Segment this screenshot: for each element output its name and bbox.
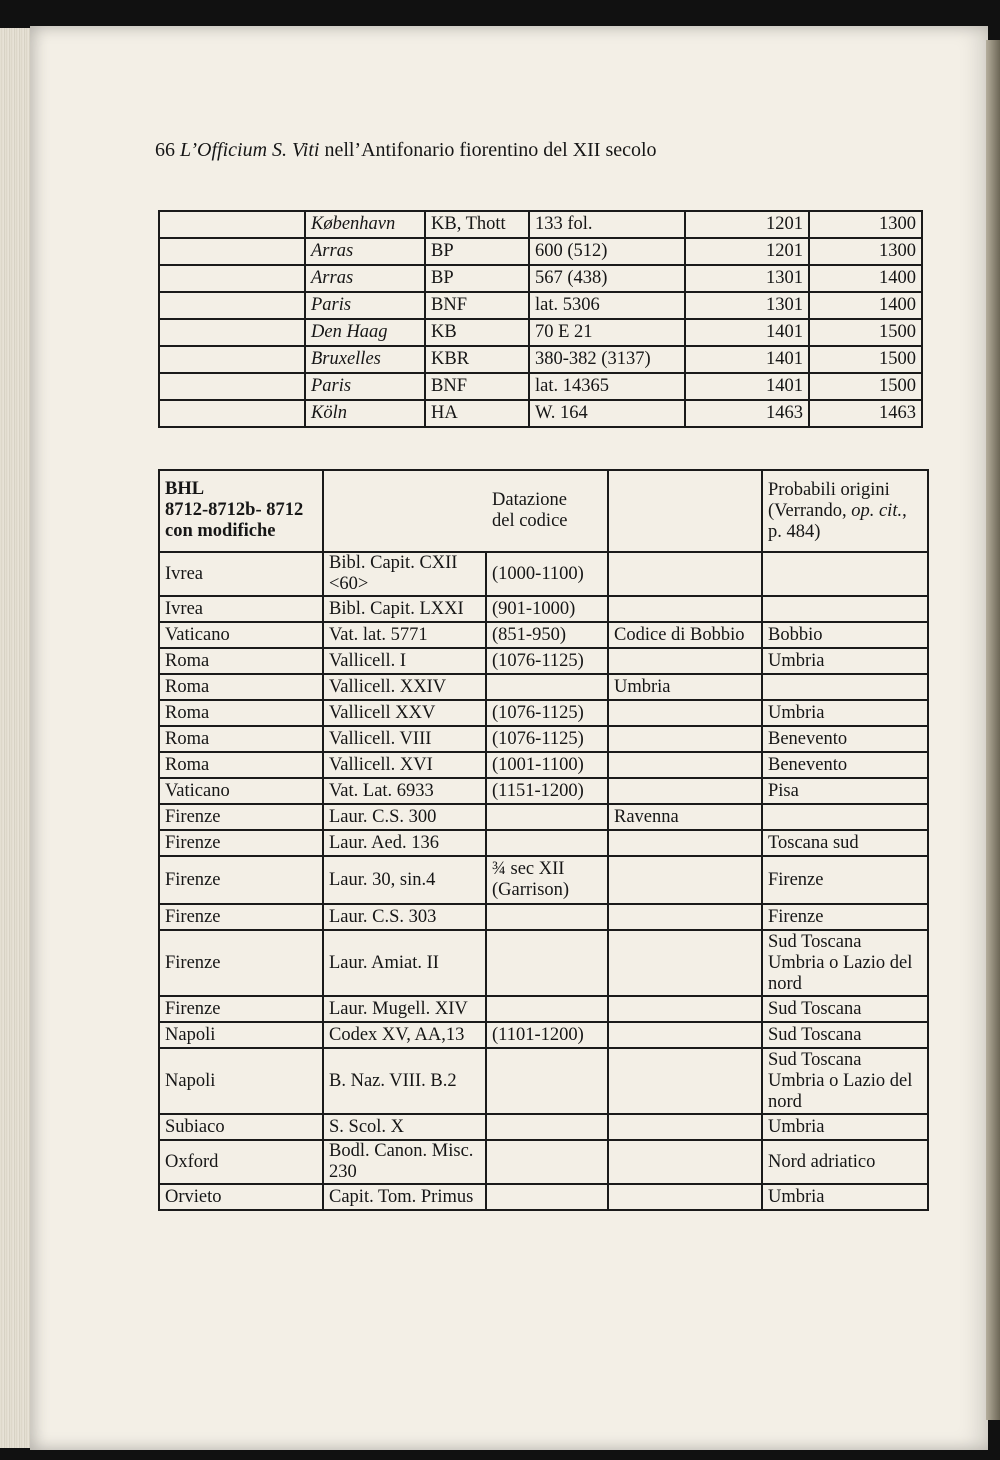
table-row	[159, 856, 928, 904]
note-cell	[608, 996, 762, 1022]
library-cell: KB, Thott	[425, 211, 529, 238]
codex-cell: Vallicell. XVI	[323, 752, 486, 778]
table-row	[159, 319, 922, 346]
year-to-cell: 1463	[809, 400, 922, 427]
header-dating-line1: Datazione	[492, 490, 567, 510]
table-row	[159, 674, 928, 700]
city-cell: Vaticano	[159, 778, 323, 804]
codex-cell: Bibl. Capit. LXXI	[323, 596, 486, 622]
note-cell	[608, 752, 762, 778]
library-cell: BP	[425, 265, 529, 292]
table-row	[159, 930, 928, 996]
codex-cell: Laur. C.S. 303	[323, 904, 486, 930]
header-origins	[762, 470, 928, 552]
header-origins-line3: p. 484)	[768, 521, 821, 542]
note-cell	[608, 1022, 762, 1048]
table-row	[159, 596, 928, 622]
empty-cell	[159, 319, 305, 346]
codex-cell: Vat. Lat. 6933	[323, 778, 486, 804]
table-row	[159, 1184, 928, 1210]
running-head	[155, 139, 657, 162]
note-cell: Codice di Bobbio	[608, 622, 762, 648]
running-head-title: nell’Antifonario fiorentino del XII secolo	[324, 139, 657, 161]
header-origins-line1: Probabili origini	[768, 479, 890, 500]
place-cell: Den Haag	[305, 319, 425, 346]
date-cell: (1076-1125)	[486, 700, 608, 726]
year-from-cell: 1201	[685, 238, 809, 265]
table-row	[159, 778, 928, 804]
table-row	[159, 211, 922, 238]
header-dating-line2: del codice	[492, 511, 568, 531]
date-cell	[486, 1184, 608, 1210]
note-cell	[608, 1114, 762, 1140]
codex-cell: Capit. Tom. Primus	[323, 1184, 486, 1210]
table-row	[159, 346, 922, 373]
note-cell	[608, 830, 762, 856]
codex-cell: Laur. 30, sin.4	[323, 856, 486, 904]
table-row	[159, 292, 922, 319]
year-to-cell: 1300	[809, 238, 922, 265]
codex-cell: Laur. C.S. 300	[323, 804, 486, 830]
header-origins-line2	[768, 501, 922, 522]
city-cell: Roma	[159, 700, 323, 726]
library-cell: BNF	[425, 292, 529, 319]
table-row	[159, 752, 928, 778]
table-row	[159, 373, 922, 400]
table-row	[159, 648, 928, 674]
shelfmark-cell: 380-382 (3137)	[529, 346, 685, 373]
year-to-cell: 1400	[809, 292, 922, 319]
note-cell	[608, 1048, 762, 1114]
city-cell: Ivrea	[159, 552, 323, 596]
origin-cell: Benevento	[762, 726, 928, 752]
city-cell: Firenze	[159, 996, 323, 1022]
city-cell: Firenze	[159, 856, 323, 904]
header-origins-text: (Verrando,	[768, 500, 852, 521]
table-row	[159, 552, 928, 596]
date-cell	[486, 930, 608, 996]
shelfmark-cell: lat. 5306	[529, 292, 685, 319]
codex-cell: B. Naz. VIII. B.2	[323, 1048, 486, 1114]
codex-cell: Laur. Mugell. XIV	[323, 996, 486, 1022]
year-to-cell: 1500	[809, 319, 922, 346]
codex-cell: Vallicell. I	[323, 648, 486, 674]
origin-cell: Firenze	[762, 904, 928, 930]
date-cell	[486, 830, 608, 856]
year-to-cell: 1300	[809, 211, 922, 238]
header-bhl-line1: BHL	[165, 479, 205, 499]
shelfmark-cell: lat. 14365	[529, 373, 685, 400]
header-bhl	[159, 470, 323, 552]
table-row	[159, 830, 928, 856]
table-row	[159, 996, 928, 1022]
date-cell	[486, 804, 608, 830]
table-row	[159, 904, 928, 930]
place-cell: Arras	[305, 238, 425, 265]
origin-cell: Umbria	[762, 1184, 928, 1210]
place-cell: Bruxelles	[305, 346, 425, 373]
table-row	[159, 1048, 928, 1114]
year-from-cell: 1201	[685, 211, 809, 238]
library-cell: KBR	[425, 346, 529, 373]
place-cell: Köln	[305, 400, 425, 427]
note-cell	[608, 778, 762, 804]
date-cell	[486, 904, 608, 930]
year-from-cell: 1401	[685, 373, 809, 400]
note-cell	[608, 596, 762, 622]
empty-cell	[159, 373, 305, 400]
running-head-title-italic: L’Officium S. Viti	[180, 139, 320, 161]
note-cell	[608, 856, 762, 904]
city-cell: Oxford	[159, 1140, 323, 1184]
library-cell: HA	[425, 400, 529, 427]
table-row	[159, 700, 928, 726]
note-cell	[608, 930, 762, 996]
origin-cell: Bobbio	[762, 622, 928, 648]
shelfmark-cell: 70 E 21	[529, 319, 685, 346]
table-row	[159, 400, 922, 427]
codex-cell: Laur. Amiat. II	[323, 930, 486, 996]
codex-cell: Codex XV, AA,13	[323, 1022, 486, 1048]
table-row	[159, 238, 922, 265]
city-cell: Subiaco	[159, 1114, 323, 1140]
note-cell	[608, 648, 762, 674]
codex-cell: Vallicell. XXIV	[323, 674, 486, 700]
table-row	[159, 1022, 928, 1048]
codex-cell: Bibl. Capit. CXII <60>	[323, 552, 486, 596]
year-to-cell: 1400	[809, 265, 922, 292]
origin-cell: Benevento	[762, 752, 928, 778]
city-cell: Roma	[159, 726, 323, 752]
shelfmark-cell: 600 (512)	[529, 238, 685, 265]
origin-cell: Umbria	[762, 1114, 928, 1140]
shelfmark-cell: W. 164	[529, 400, 685, 427]
codex-cell: S. Scol. X	[323, 1114, 486, 1140]
codex-cell: Laur. Aed. 136	[323, 830, 486, 856]
place-cell: Arras	[305, 265, 425, 292]
date-cell: (1000-1100)	[486, 552, 608, 596]
table-row	[159, 265, 922, 292]
year-to-cell: 1500	[809, 373, 922, 400]
note-cell: Ravenna	[608, 804, 762, 830]
date-cell: (1076-1125)	[486, 648, 608, 674]
place-cell: København	[305, 211, 425, 238]
note-cell	[608, 726, 762, 752]
table-row	[159, 1114, 928, 1140]
origin-cell: Sud Toscana Umbria o Lazio del nord	[762, 930, 928, 996]
city-cell: Roma	[159, 648, 323, 674]
city-cell: Firenze	[159, 930, 323, 996]
origin-cell	[762, 596, 928, 622]
year-from-cell: 1401	[685, 346, 809, 373]
library-cell: BNF	[425, 373, 529, 400]
origin-cell: Umbria	[762, 700, 928, 726]
city-cell: Roma	[159, 752, 323, 778]
codex-cell: Vat. lat. 5771	[323, 622, 486, 648]
codex-cell: Bodl. Canon. Misc. 230	[323, 1140, 486, 1184]
origin-cell: Pisa	[762, 778, 928, 804]
date-cell: (1001-1100)	[486, 752, 608, 778]
header-dating	[323, 470, 608, 552]
year-from-cell: 1301	[685, 265, 809, 292]
origin-cell: Umbria	[762, 648, 928, 674]
table-header-row	[159, 470, 928, 552]
date-cell	[486, 1114, 608, 1140]
note-cell	[608, 904, 762, 930]
header-bhl-line3: con modifiche	[165, 521, 276, 541]
city-cell: Roma	[159, 674, 323, 700]
date-cell: (1076-1125)	[486, 726, 608, 752]
city-cell: Napoli	[159, 1022, 323, 1048]
library-cell: BP	[425, 238, 529, 265]
page-number: 66	[155, 139, 175, 161]
date-cell	[486, 996, 608, 1022]
year-from-cell: 1301	[685, 292, 809, 319]
city-cell: Firenze	[159, 804, 323, 830]
origin-cell: Sud Toscana Umbria o Lazio del nord	[762, 1048, 928, 1114]
origin-cell: Toscana sud	[762, 830, 928, 856]
table-row	[159, 726, 928, 752]
note-cell	[608, 700, 762, 726]
year-from-cell: 1401	[685, 319, 809, 346]
codex-cell: Vallicell. VIII	[323, 726, 486, 752]
empty-cell	[159, 346, 305, 373]
year-from-cell: 1463	[685, 400, 809, 427]
table-row	[159, 804, 928, 830]
origin-cell: Nord adriatico	[762, 1140, 928, 1184]
empty-cell	[159, 265, 305, 292]
table-row	[159, 622, 928, 648]
note-cell	[608, 552, 762, 596]
manuscript-table-continued	[158, 210, 923, 428]
empty-cell	[159, 400, 305, 427]
origin-cell	[762, 804, 928, 830]
library-cell: KB	[425, 319, 529, 346]
date-cell: (851-950)	[486, 622, 608, 648]
city-cell: Orvieto	[159, 1184, 323, 1210]
note-cell	[608, 1140, 762, 1184]
origin-cell	[762, 552, 928, 596]
place-cell: Paris	[305, 373, 425, 400]
date-cell: ¾ sec XII (Garrison)	[486, 856, 608, 904]
codex-cell: Vallicell XXV	[323, 700, 486, 726]
city-cell: Napoli	[159, 1048, 323, 1114]
city-cell: Firenze	[159, 904, 323, 930]
city-cell: Ivrea	[159, 596, 323, 622]
empty-cell	[159, 238, 305, 265]
date-cell: (901-1000)	[486, 596, 608, 622]
header-bhl-line2: 8712-8712b- 8712	[165, 500, 304, 520]
year-to-cell: 1500	[809, 346, 922, 373]
origin-cell	[762, 674, 928, 700]
header-empty	[608, 470, 762, 552]
origin-cell: Sud Toscana	[762, 996, 928, 1022]
origin-cell: Sud Toscana	[762, 1022, 928, 1048]
date-cell: (1151-1200)	[486, 778, 608, 804]
header-origins-citation: op. cit.	[851, 500, 903, 521]
shelfmark-cell: 567 (438)	[529, 265, 685, 292]
date-cell	[486, 674, 608, 700]
note-cell	[608, 1184, 762, 1210]
date-cell: (1101-1200)	[486, 1022, 608, 1048]
bhl-codices-table	[158, 469, 929, 1211]
date-cell	[486, 1048, 608, 1114]
date-cell	[486, 1140, 608, 1184]
table-row	[159, 1140, 928, 1184]
city-cell: Vaticano	[159, 622, 323, 648]
shelfmark-cell: 133 fol.	[529, 211, 685, 238]
city-cell: Firenze	[159, 830, 323, 856]
empty-cell	[159, 211, 305, 238]
origin-cell: Firenze	[762, 856, 928, 904]
empty-cell	[159, 292, 305, 319]
note-cell: Umbria	[608, 674, 762, 700]
header-origins-comma: ,	[902, 500, 907, 521]
page-gutter-shadow	[986, 40, 1000, 1420]
place-cell: Paris	[305, 292, 425, 319]
